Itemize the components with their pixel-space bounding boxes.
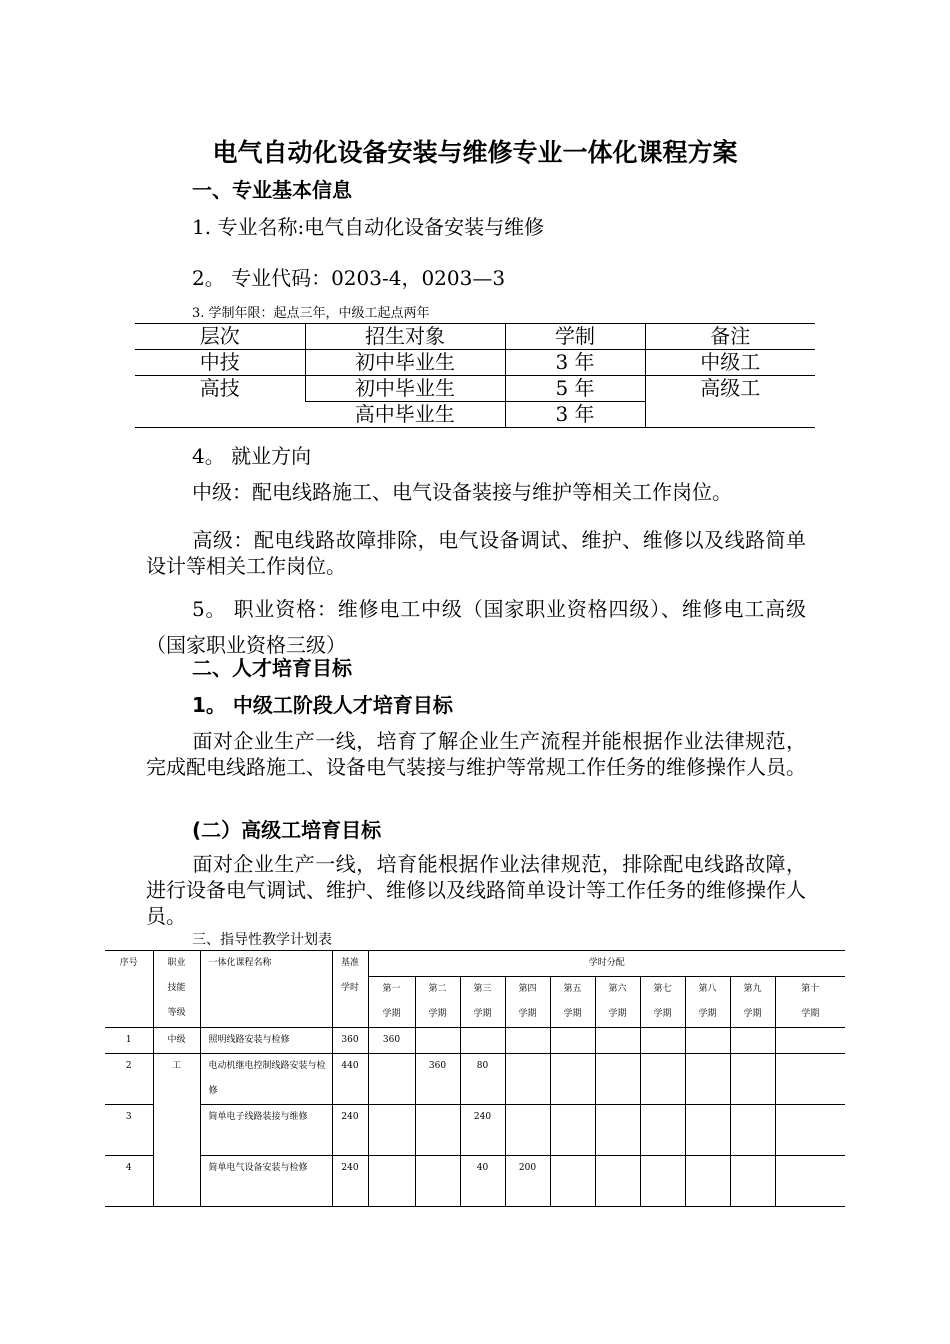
cell-term: 360 — [368, 1028, 415, 1054]
header-base-hours: 基准 学时 — [332, 951, 368, 1028]
mid-goal-paragraph: 面对企业生产一线，培育了解企业生产流程并能根据作业法律规范，完成配电线路施工、设备电气装接与维护等常规工作任务的维修操作人员。 — [146, 729, 806, 779]
table-cell: 初中毕业生 — [305, 376, 505, 402]
cell-term — [368, 1105, 415, 1156]
table-cell: 3 年 — [505, 402, 645, 428]
header-term: 第一 学期 — [368, 977, 415, 1028]
table-cell: 中级工 — [645, 350, 815, 376]
header-level: 职业 技能 等级 — [153, 951, 200, 1028]
section-heading-goals: 二、人才培育目标 — [192, 656, 352, 680]
cell-term — [505, 1105, 550, 1156]
header-term: 第二 学期 — [415, 977, 460, 1028]
cell-term: 200 — [505, 1156, 550, 1207]
cell-course: 简单电气设备安装与检修 — [200, 1156, 332, 1207]
cell-term — [415, 1105, 460, 1156]
cell-seq: 4 — [105, 1156, 153, 1207]
header-seq: 序号 — [105, 951, 153, 1028]
high-goal-paragraph: 面对企业生产一线，培育能根据作业法律规范，排除配电线路故障，进行设备电气调试、维护、维修以及线路简单设计等工作任务的维修操作人员。 — [146, 852, 806, 928]
cell-seq: 2 — [105, 1054, 153, 1105]
cell-term — [415, 1028, 460, 1054]
table-cell: 初中毕业生 — [305, 350, 505, 376]
section-heading-plan: 三、指导性教学计划表 — [192, 932, 332, 948]
table-header: 招生对象 — [305, 324, 505, 350]
table-header: 备注 — [645, 324, 815, 350]
major-name: 1. 专业名称:电气自动化设备安装与维修 — [192, 215, 545, 239]
header-hour-distribution: 学时分配 — [368, 951, 845, 977]
cell-term — [505, 1028, 550, 1054]
cell-term: 40 — [460, 1156, 505, 1207]
cell-base: 240 — [332, 1156, 368, 1207]
header-term: 第九 学期 — [730, 977, 775, 1028]
qualification: 5。 职业资格：维修电工中级（国家职业资格四级）、维修电工高级（国家职业资格三级） — [146, 597, 806, 657]
cell-base: 440 — [332, 1054, 368, 1105]
cell-term — [460, 1028, 505, 1054]
header-term: 第六 学期 — [595, 977, 640, 1028]
header-term: 第七 学期 — [640, 977, 685, 1028]
cell-term — [368, 1054, 415, 1105]
cell-term: 360 — [415, 1054, 460, 1105]
cell-base: 240 — [332, 1105, 368, 1156]
teaching-plan-table — [105, 950, 845, 1207]
page-title: 电气自动化设备安装与维修专业一体化课程方案 — [212, 138, 738, 167]
cell-term: 240 — [460, 1105, 505, 1156]
cell-level: 中级 — [153, 1028, 200, 1054]
table-cell: 3 年 — [505, 350, 645, 376]
sub-heading-high-goal: (二）高级工培育目标 — [192, 818, 382, 842]
table-cell: 高技 — [135, 376, 305, 428]
sub-heading-mid-goal: 1。 中级工阶段人才培育目标 — [192, 693, 453, 717]
table-row — [105, 1054, 845, 1105]
cell-term — [505, 1054, 550, 1105]
cell-course: 电动机继电控制线路安装与检修 — [200, 1054, 332, 1105]
cell-term — [368, 1156, 415, 1207]
section-heading-basic-info: 一、专业基本信息 — [192, 178, 352, 202]
table-header: 层次 — [135, 324, 305, 350]
header-term: 第四 学期 — [505, 977, 550, 1028]
cell-level: 工 — [153, 1054, 200, 1207]
header-term: 第五 学期 — [550, 977, 595, 1028]
enrollment-table — [135, 323, 815, 428]
cell-term: 80 — [460, 1054, 505, 1105]
header-term: 第三 学期 — [460, 977, 505, 1028]
cell-term — [415, 1156, 460, 1207]
table-row — [105, 1105, 845, 1156]
header-term: 第八 学期 — [685, 977, 730, 1028]
cell-seq: 1 — [105, 1028, 153, 1054]
table-cell: 高中毕业生 — [305, 402, 505, 428]
table-cell: 中技 — [135, 350, 305, 376]
employment-heading: 4。 就业方向 — [192, 444, 312, 468]
table-row — [105, 1156, 845, 1207]
cell-seq: 3 — [105, 1105, 153, 1156]
cell-base: 360 — [332, 1028, 368, 1054]
table-header: 学制 — [505, 324, 645, 350]
employment-mid: 中级：配电线路施工、电气设备装接与维护等相关工作岗位。 — [192, 480, 732, 504]
cell-course: 照明线路安装与检修 — [200, 1028, 332, 1054]
employment-high: 高级：配电线路故障排除，电气设备调试、维护、维修以及线路简单设计等相关工作岗位。 — [146, 528, 806, 578]
study-length: 3. 学制年限：起点三年，中级工起点两年 — [192, 306, 430, 321]
header-term: 第十 学期 — [775, 977, 845, 1028]
table-cell: 高级工 — [645, 376, 815, 428]
table-cell: 5 年 — [505, 376, 645, 402]
major-code: 2。 专业代码：0203-4，0203—3 — [192, 266, 506, 290]
table-row — [105, 1028, 845, 1054]
header-course: 一体化课程名称 — [200, 951, 332, 1028]
cell-course: 简单电子线路装接与维修 — [200, 1105, 332, 1156]
